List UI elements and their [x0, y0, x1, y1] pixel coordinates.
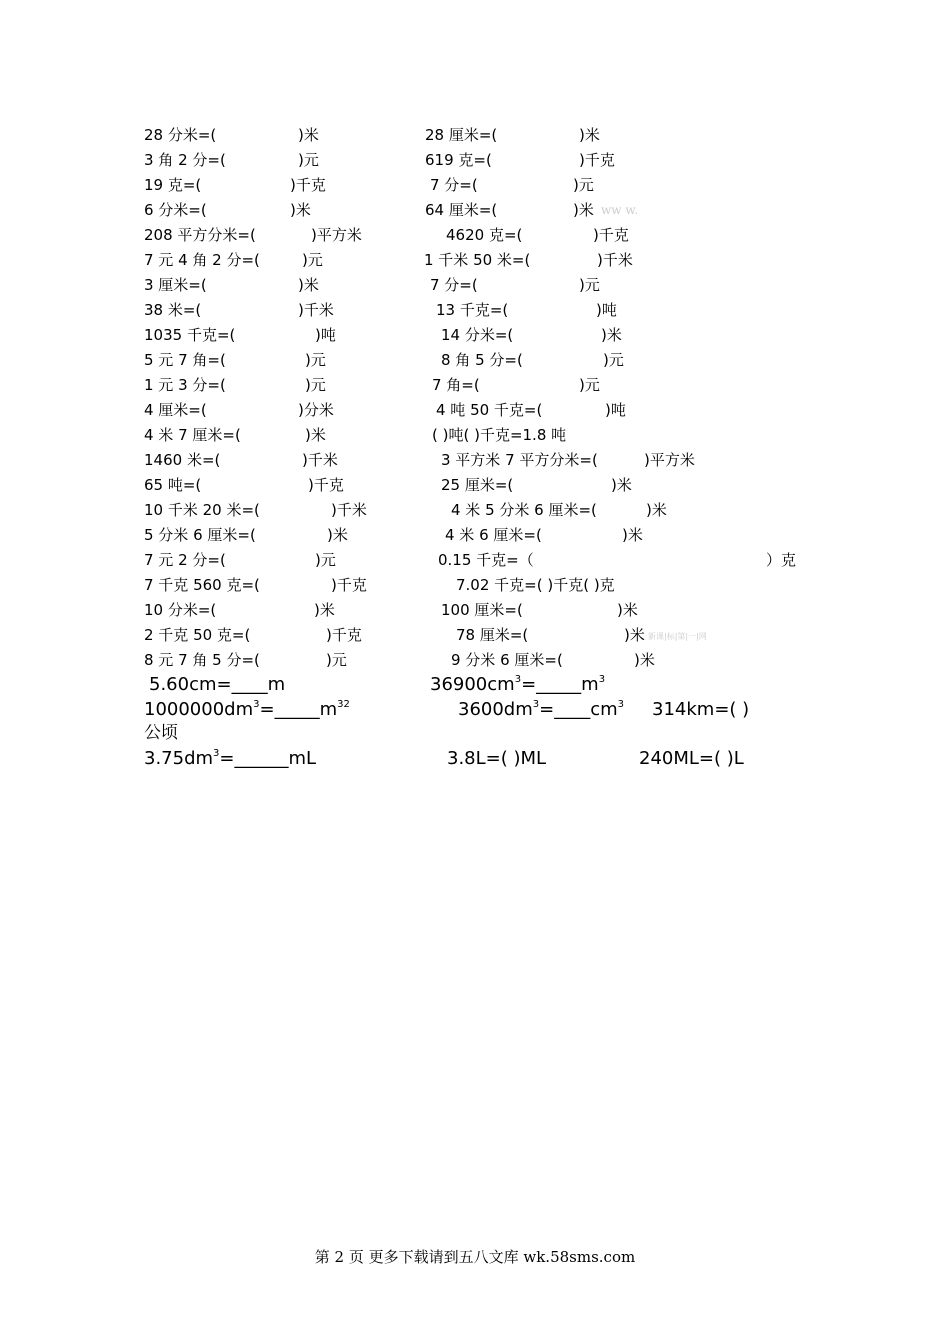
left-question: 4 厘米=( — [144, 401, 207, 419]
right-question: 64 厘米=( — [425, 201, 498, 219]
right-unit: )元 — [573, 176, 594, 194]
exercise-row — [0, 323, 950, 348]
l-to-ml-question: 3.8L=( )ML — [447, 748, 547, 769]
right-unit: )千克 — [593, 226, 629, 244]
left-unit: )元 — [315, 551, 336, 569]
exercise-row — [0, 648, 950, 673]
exercise-row — [0, 398, 950, 423]
exercise-row — [0, 498, 950, 523]
left-question: 10 千米 20 米=( — [144, 501, 260, 519]
right-unit: )米 — [601, 326, 622, 344]
exercise-row — [0, 173, 950, 198]
right-question: 4620 克=( — [446, 226, 523, 244]
left-question: 65 吨=( — [144, 476, 202, 494]
right-question: 25 厘米=( — [441, 476, 514, 494]
exercise-row — [0, 548, 950, 573]
left-unit: )元 — [298, 151, 319, 169]
right-question: 7 分=( — [430, 176, 478, 194]
km-to-hectare-question: 314km=( ) — [652, 699, 750, 720]
right-unit: )吨 — [605, 401, 626, 419]
left-question: 8 元 7 角 5 分=( — [144, 651, 260, 669]
left-question: 1035 千克=( — [144, 326, 236, 344]
left-question: 6 分米=( — [144, 201, 207, 219]
right-question: 14 分米=( — [441, 326, 514, 344]
left-unit: )米 — [327, 526, 348, 544]
right-unit: ）克 — [766, 551, 797, 569]
right-unit: )米 — [634, 651, 655, 669]
volume-row — [0, 697, 950, 722]
exercise-row — [0, 448, 950, 473]
left-unit: )分米 — [298, 401, 334, 419]
exercise-row — [0, 423, 950, 448]
right-question: 1 千米 50 米=( — [424, 251, 531, 269]
left-question: 2 千克 50 克=( — [144, 626, 251, 644]
left-unit: )吨 — [315, 326, 336, 344]
dm3-to-cm3-question: $3600dm^3=\_\_\_\_cm^3$ — [458, 699, 625, 720]
right-unit: )吨 — [596, 301, 617, 319]
left-question: 10 分米=( — [144, 601, 217, 619]
exercise-row — [0, 623, 950, 648]
right-unit: )米 — [624, 626, 645, 644]
right-unit: )米 — [622, 526, 643, 544]
left-unit: )米 — [298, 126, 319, 144]
exercise-row — [0, 148, 950, 173]
left-unit: )平方米 — [311, 226, 362, 244]
right-unit: )元 — [579, 276, 600, 294]
left-unit: )元 — [326, 651, 347, 669]
cm-to-m-question: 5.60cm=____m — [149, 674, 286, 695]
left-unit: )米 — [298, 276, 319, 294]
right-unit: )千米 — [597, 251, 633, 269]
right-question: 8 角 5 分=( — [441, 351, 523, 369]
left-unit: )千米 — [298, 301, 334, 319]
left-question: 3 角 2 分=( — [144, 151, 226, 169]
right-question: 28 厘米=( — [425, 126, 498, 144]
right-unit: )米 — [611, 476, 632, 494]
volume-row — [0, 721, 950, 746]
left-unit: )米 — [290, 201, 311, 219]
right-unit: )米 — [573, 201, 594, 219]
right-unit: )平方米 — [644, 451, 695, 469]
left-unit: )千克 — [308, 476, 344, 494]
right-question: 0.15 千克=（ — [438, 551, 534, 569]
right-unit: )米 — [579, 126, 600, 144]
hectare-unit: 公顷 — [144, 723, 178, 743]
volume-row — [0, 746, 950, 771]
left-question: 7 元 4 角 2 分=( — [144, 251, 260, 269]
left-question: 1460 米=( — [144, 451, 221, 469]
right-question: 7.02 千克=( )千克( )克 — [456, 576, 615, 594]
left-question: 7 元 2 分=( — [144, 551, 226, 569]
exercise-row — [0, 573, 950, 598]
left-question: 7 千克 560 克=( — [144, 576, 260, 594]
left-unit: )元 — [305, 376, 326, 394]
exercise-row — [0, 598, 950, 623]
right-unit: )米 — [646, 501, 667, 519]
right-question: 619 克=( — [425, 151, 492, 169]
right-question: 4 米 6 厘米=( — [445, 526, 542, 544]
watermark-text: 新课|标|第|一|网 — [648, 632, 707, 641]
left-question: 208 平方分米=( — [144, 226, 256, 244]
dm3-to-ml-question: $3.75dm^3=\_\_\_\_\_\_mL$ — [144, 748, 317, 769]
right-question: 4 米 5 分米 6 厘米=( — [451, 501, 597, 519]
exercise-row — [0, 273, 950, 298]
left-unit: )米 — [314, 601, 335, 619]
left-question: 19 克=( — [144, 176, 202, 194]
left-unit: )米 — [305, 426, 326, 444]
cm3-to-m3-question: $36900cm^3=\_\_\_\_\_m^3$ — [430, 674, 606, 695]
dm3-to-m3-question: $1000000dm^3=\_\_\_\_\_m^{32}$ — [144, 699, 350, 720]
left-question: 3 厘米=( — [144, 276, 207, 294]
left-unit: )千克 — [326, 626, 362, 644]
left-unit: )千米 — [302, 451, 338, 469]
right-question: 3 平方米 7 平方分米=( — [441, 451, 598, 469]
exercise-row — [0, 223, 950, 248]
right-unit: )元 — [603, 351, 624, 369]
exercise-row — [0, 198, 950, 223]
exercise-row — [0, 523, 950, 548]
exercise-row — [0, 248, 950, 273]
right-unit: )元 — [579, 376, 600, 394]
watermark-text: ww w. — [601, 203, 639, 217]
page-footer: 第 2 页 更多下载请到五八文库 wk.58sms.com — [314, 1248, 636, 1266]
right-question: 4 吨 50 千克=( — [436, 401, 543, 419]
left-unit: )元 — [305, 351, 326, 369]
left-unit: )元 — [302, 251, 323, 269]
exercise-row — [0, 348, 950, 373]
left-question: 1 元 3 分=( — [144, 376, 226, 394]
right-question: 13 千克=( — [436, 301, 509, 319]
left-unit: )千米 — [331, 501, 367, 519]
exercise-row — [0, 298, 950, 323]
left-question: 5 分米 6 厘米=( — [144, 526, 256, 544]
volume-row — [0, 672, 950, 697]
left-unit: )千克 — [331, 576, 367, 594]
left-unit: )千克 — [290, 176, 326, 194]
ml-to-l-question: 240ML=( )L — [639, 748, 744, 769]
left-question: 28 分米=( — [144, 126, 217, 144]
right-question: 7 角=( — [432, 376, 480, 394]
right-question: ( )吨( )千克=1.8 吨 — [432, 426, 567, 444]
exercise-row — [0, 123, 950, 148]
right-unit: )千克 — [579, 151, 615, 169]
left-question: 38 米=( — [144, 301, 202, 319]
right-unit: )米 — [617, 601, 638, 619]
right-question: 78 厘米=( — [456, 626, 529, 644]
right-question: 7 分=( — [430, 276, 478, 294]
exercise-row — [0, 373, 950, 398]
exercise-row — [0, 473, 950, 498]
right-question: 100 厘米=( — [441, 601, 523, 619]
left-question: 4 米 7 厘米=( — [144, 426, 241, 444]
left-question: 5 元 7 角=( — [144, 351, 226, 369]
right-question: 9 分米 6 厘米=( — [451, 651, 563, 669]
